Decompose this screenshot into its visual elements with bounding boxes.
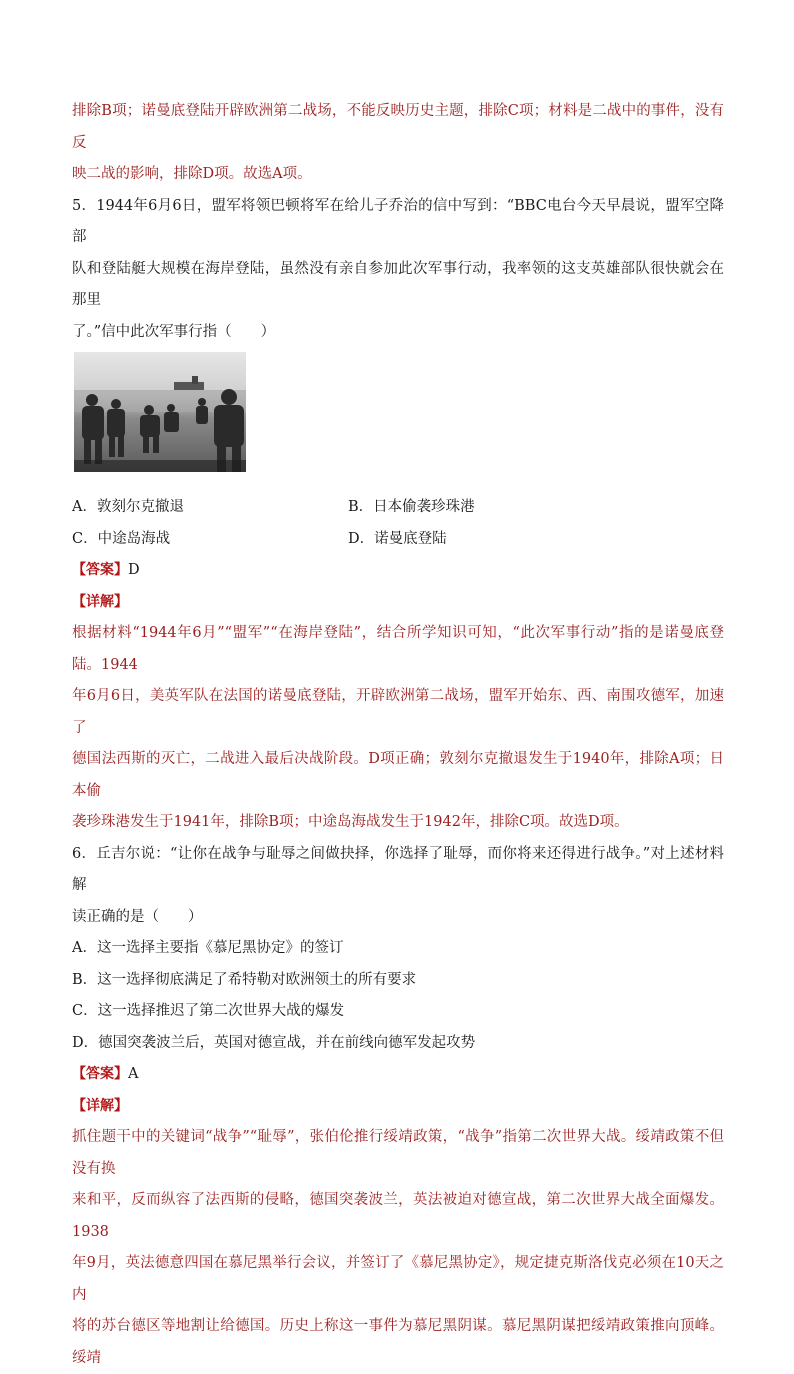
q5-detail-line: 年6月6日，美英军队在法国的诺曼底登陆，开辟欧洲第二战场，盟军开始东、西、南围攻德军，加速了 [72, 688, 724, 736]
q6-option-c[interactable]: C．这一选择推迟了第二次世界大战的爆发 [72, 1003, 345, 1019]
prev-detail-line: 映二战的影响，排除D项。故选A项。 [72, 166, 312, 182]
q6-option-a[interactable]: A．这一选择主要指《慕尼黑协定》的签订 [72, 940, 344, 956]
q5-detail-line: 根据材料“1944年6月”“盟军”“在海岸登陆”，结合所学知识可知，“此次军事行动”指的是诺曼底登陆。1944 [72, 625, 724, 673]
answer-value: D [128, 562, 140, 578]
q5-detail-line: 德国法西斯的灭亡，二战进入最后决战阶段。D项正确；敦刻尔克撤退发生于1940年，排除A项；日本偷 [72, 751, 724, 799]
q6-stem: 6．丘吉尔说：“让你在战争与耻辱之间做抉择，你选择了耻辱，而你将来还得进行战争。”对上述材料解 [72, 845, 724, 893]
q6-detail-label [72, 1091, 724, 1123]
q5-stem: 5．1944年6月6日，盟军将领巴顿将军在给儿子乔治的信中写到：“BBC电台今天早晨说，盟军空降部 [72, 197, 724, 245]
answer-value: A [128, 1066, 139, 1082]
q5-stem: 了。”信中此次军事行指（ ） [72, 323, 276, 340]
q5-option-d[interactable]: D．诺曼底登陆 [348, 530, 447, 547]
detail-label: 【详解】 [72, 1097, 128, 1114]
q5-detail-label [72, 587, 724, 619]
q5-option-c[interactable]: C．中途岛海战 [72, 530, 171, 547]
q5-answer [72, 555, 724, 587]
q6-detail-line: 将的苏台德区等地割让给德国。历史上称这一事件为慕尼黑阴谋。慕尼黑阴谋把绥靖政策推向顶峰。绥靖 [72, 1318, 724, 1366]
prev-detail-line: 排除B项；诺曼底登陆开辟欧洲第二战场，不能反映历史主题，排除C项；材料是二战中的事件，没有反 [72, 103, 724, 151]
q6-stem: 读正确的是（ ） [72, 908, 203, 925]
answer-label: 【答案】 [72, 562, 128, 578]
answer-label: 【答案】 [72, 1066, 128, 1082]
q6-detail-line: 来和平，反而纵容了法西斯的侵略，德国突袭波兰，英法被迫对德宣战，第二次世界大战全面爆发。1938 [72, 1192, 724, 1240]
q6-option-d[interactable]: D．德国突袭波兰后，英国对德宣战，并在前线向德军发起攻势 [72, 1034, 476, 1051]
q6-detail-line: 年9月，英法德意四国在慕尼黑举行会议，并签订了《慕尼黑协定》，规定捷克斯洛伐克必须在10天之内 [72, 1255, 724, 1303]
landing-photo [74, 352, 246, 472]
q6-detail-line: 抓住题干中的关键词“战争”“耻辱”，张伯伦推行绥靖政策，“战争”指第二次世界大战。绥靖政策不但没有换 [72, 1129, 724, 1177]
q6-answer [72, 1059, 724, 1091]
q5-options [72, 492, 724, 555]
q5-detail-line: 袭珍珠港发生于1941年，排除B项；中途岛海战发生于1942年，排除C项。故选D项。 [72, 814, 629, 830]
document-page [72, 96, 724, 1374]
q5-option-a[interactable]: A．敦刻尔克撤退 [72, 499, 184, 515]
q5-stem: 队和登陆艇大规模在海岸登陆，虽然没有亲自参加此次军事行动，我率领的这支英雄部队很快就会在那里 [72, 260, 724, 308]
q5-option-b[interactable]: B．日本偷袭珍珠港 [348, 499, 475, 515]
detail-label: 【详解】 [72, 593, 128, 610]
q6-option-b[interactable]: B．这一选择彻底满足了希特勒对欧洲领土的所有要求 [72, 971, 417, 988]
